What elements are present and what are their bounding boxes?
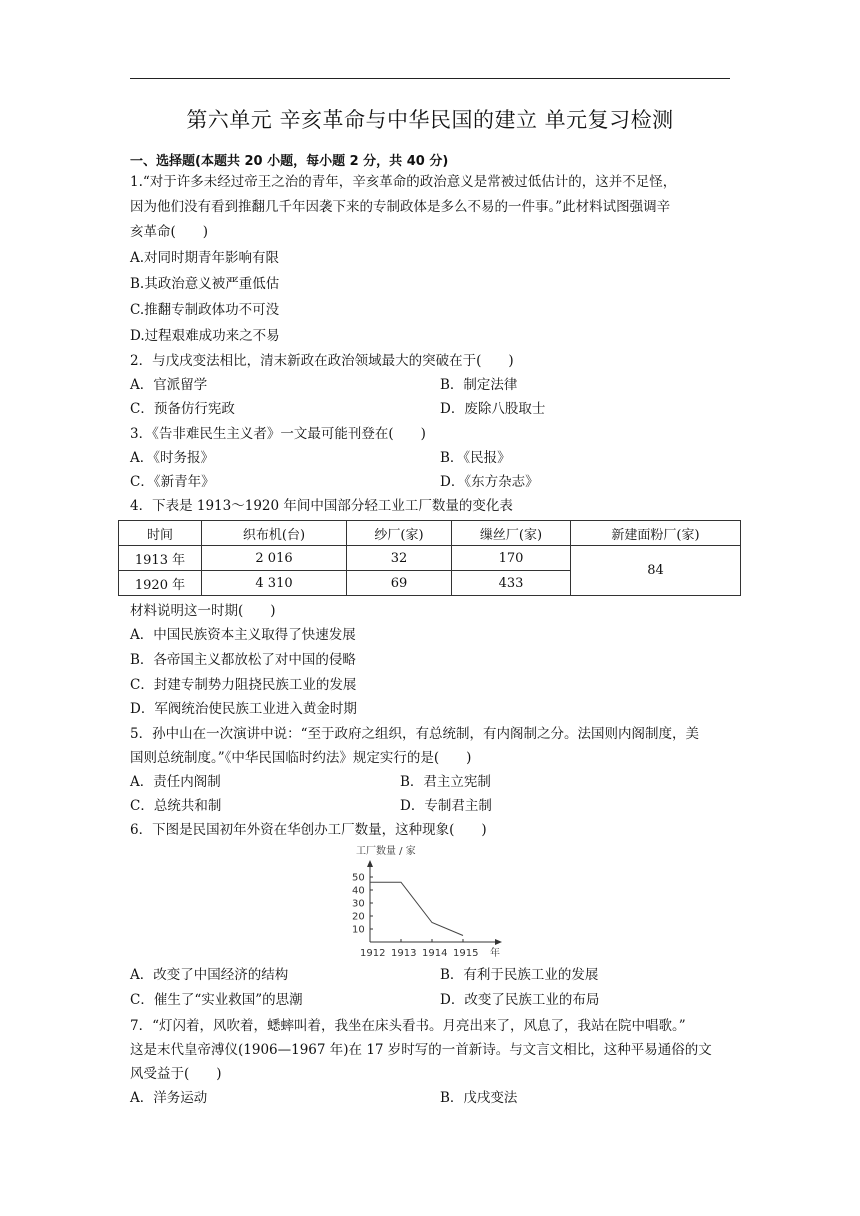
q1-option-c[interactable]: C.推翻专制政体功不可没: [130, 302, 280, 318]
q2-option-d[interactable]: D．废除八股取士: [440, 401, 546, 417]
q3-option-b[interactable]: B．《民报》: [440, 450, 511, 466]
table-cell: 1913 年: [119, 546, 202, 571]
factory-count-chart: [350, 842, 510, 962]
chart-y-arrow: [367, 860, 373, 867]
q4-after-table: 材料说明这一时期( ): [130, 603, 276, 619]
q5-option-b[interactable]: B．君主立宪制: [400, 774, 491, 790]
section-heading: 一、选择题(本题共 20 小题，每小题 2 分，共 40 分): [130, 154, 449, 169]
table-header: 纱厂(家): [347, 521, 452, 546]
q2-option-a[interactable]: A．官派留学: [130, 377, 208, 393]
q6-option-a[interactable]: A．改变了中国经济的结构: [130, 967, 289, 983]
table-cell: 4 310: [202, 571, 347, 596]
q6-option-d[interactable]: D．改变了民族工业的布局: [440, 992, 600, 1008]
factory-table: [118, 520, 741, 596]
q4-option-b[interactable]: B．各帝国主义都放松了对中国的侵略: [130, 652, 356, 668]
q1-line-2: 因为他们没有看到推翻几千年因袭下来的专制政体是多么不易的一件事。”此材料试图强调辛: [130, 199, 671, 215]
q4-option-d[interactable]: D．军阀统治使民族工业进入黄金时期: [130, 701, 357, 717]
header-rule: [130, 78, 730, 79]
chart-y-tick-label: 20: [352, 911, 365, 923]
chart-series-line: [370, 882, 463, 935]
table-cell: 1920 年: [119, 571, 202, 596]
q5-option-a[interactable]: A．责任内阁制: [130, 774, 221, 790]
q1-option-a[interactable]: A.对同时期青年影响有限: [130, 250, 280, 266]
q7-option-a[interactable]: A．洋务运动: [130, 1090, 208, 1106]
chart-x-tick-label: 1914: [422, 948, 448, 959]
table-header: 新建面粉厂(家): [571, 521, 741, 546]
q1-option-d[interactable]: D.过程艰难成功来之不易: [130, 328, 280, 344]
q3-option-d[interactable]: D．《东方杂志》: [440, 474, 539, 490]
table-cell: 32: [347, 546, 452, 571]
chart-y-axis-label: 工厂数量 / 家: [356, 846, 416, 857]
q7-option-b[interactable]: B．戊戌变法: [440, 1090, 518, 1106]
q2-option-c[interactable]: C．预备仿行宪政: [130, 401, 235, 417]
table-cell-merged: 84: [571, 546, 741, 596]
q1-option-b[interactable]: B.其政治意义被严重低估: [130, 276, 280, 292]
q3-option-a[interactable]: A．《时务报》: [130, 450, 214, 466]
q5-option-c[interactable]: C．总统共和制: [130, 798, 222, 814]
q6-stem: 6．下图是民国初年外资在华创办工厂数量，这种现象( ): [130, 822, 487, 838]
q1-line-3: 亥革命( ): [130, 224, 209, 240]
chart-y-tick-label: 50: [352, 872, 365, 884]
table-row: [119, 546, 741, 571]
table-header: 时间: [119, 521, 202, 546]
chart-x-axis-label: 年: [490, 948, 500, 959]
q4-stem: 4．下表是 1913～1920 年间中国部分轻工业工厂数量的变化表: [130, 498, 513, 514]
q5-line-2: 国则总统制度。”《中华民国临时约法》规定实行的是( ): [130, 750, 472, 766]
q1-line-1: 1.“对于许多未经过帝王之治的青年，辛亥革命的政治意义是常被过低估计的，这并不足怪，: [130, 174, 677, 190]
chart-x-tick-label: 1912: [360, 948, 386, 959]
table-header: 织布机(台): [202, 521, 347, 546]
q3-stem: 3．《告非难民生主义者》一文最可能刊登在( ): [130, 426, 426, 442]
chart-y-tick-label: 10: [352, 924, 365, 936]
q7-line-2: 这是末代皇帝溥仪(1906—1967 年)在 17 岁时写的一首新诗。与文言文相比，这种平易通俗的文: [130, 1042, 712, 1058]
table-cell: 433: [452, 571, 571, 596]
table-cell: 2 016: [202, 546, 347, 571]
table-header-row: [119, 521, 741, 546]
q7-line-1: 7．“灯闪着，风吹着，蟋蟀叫着，我坐在床头看书。月亮出来了，风息了，我站在院中唱歌。”: [130, 1018, 686, 1034]
q3-option-c[interactable]: C．《新青年》: [130, 474, 215, 490]
chart-x-arrow: [495, 939, 502, 945]
q7-line-3: 风受益于( ): [130, 1066, 222, 1082]
table-cell: 69: [347, 571, 452, 596]
chart-x-tick-label: 1915: [453, 948, 479, 959]
q4-option-c[interactable]: C．封建专制势力阻挠民族工业的发展: [130, 677, 357, 693]
chart-y-tick-label: 40: [352, 885, 365, 897]
q2-stem: 2．与戊戌变法相比，清末新政在政治领域最大的突破在于( ): [130, 353, 514, 369]
q5-option-d[interactable]: D．专制君主制: [400, 798, 492, 814]
chart-x-tick-label: 1913: [391, 948, 417, 959]
q2-option-b[interactable]: B．制定法律: [440, 377, 518, 393]
table-cell: 170: [452, 546, 571, 571]
q5-line-1: 5．孙中山在一次演讲中说：“至于政府之组织，有总统制，有内阁制之分。法国则内阁制度，美: [130, 726, 699, 742]
table-header: 缫丝厂(家): [452, 521, 571, 546]
page-title: 第六单元 辛亥革命与中华民国的建立 单元复习检测: [186, 108, 674, 132]
chart-y-tick-label: 30: [352, 898, 365, 910]
q6-option-c[interactable]: C．催生了“实业救国”的思潮: [130, 992, 303, 1008]
q6-option-b[interactable]: B．有利于民族工业的发展: [440, 967, 599, 983]
q4-option-a[interactable]: A．中国民族资本主义取得了快速发展: [130, 627, 356, 643]
